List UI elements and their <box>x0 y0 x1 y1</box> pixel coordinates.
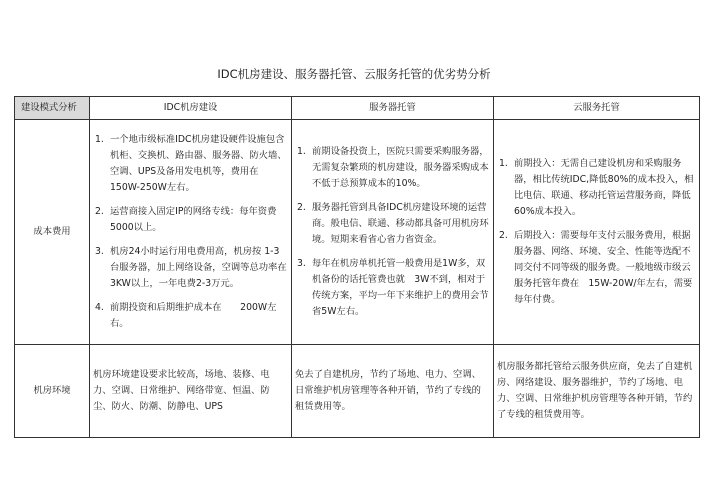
env-idc-cell <box>90 345 292 438</box>
list-item: 2. 服务器托管到具备IDC机房建设环境的运营商。般电信、联通、移动都具备可用机房环境。短期来看省心省力省资金。 <box>297 202 489 245</box>
header-hosting: 服务器托管 <box>292 97 494 120</box>
env-cloud-cell <box>494 345 700 438</box>
list-item: 3. 机房24小时运行用电费用高，机房按 1-3台服务器，加上网络设备，空调等总功率在3KW以上，一年电费2-3万元。 <box>95 246 287 289</box>
cost-idc-list <box>93 132 288 332</box>
table-row-cost <box>15 120 700 345</box>
list-item: 2. 运营商接入固定IP的网络专线：每年资费5000以上。 <box>95 206 277 233</box>
header-mode: 建设模式分析 <box>15 97 90 120</box>
row-label-environment: 机房环境 <box>15 345 90 438</box>
table-row-environment <box>15 345 700 438</box>
list-item: 4. 前期投资和后期维护成本在 200W左右。 <box>95 302 277 329</box>
document-title: IDC机房建设、服务器托管、云服务托管的优劣势分析 <box>217 67 491 81</box>
list-item: 2. 后期投入：需要每年支付云服务费用，根据服务器、网络、环境、安全、性能等选配不同交付不同等级的服务费。一般地级市级云服务托管年费在 15W-20W/年左右，需要每年付费。 <box>499 230 693 305</box>
env-hosting-cell <box>292 345 494 438</box>
list-item: 1. 一个地市级标准IDC机房建设硬件设施包含机柜、交换机、路由器、服务器、防火墙、空调、UPS及备用发电机等，费用在150W-250W左右。 <box>95 134 287 193</box>
env-hosting-text: 免去了自建机房，节约了场地、电力、空调、日常维护机房管理等各种开销，节约了专线的租赁费用等。 <box>295 369 481 412</box>
header-idc: IDC机房建设 <box>90 97 292 120</box>
cost-idc-cell <box>90 120 292 345</box>
cost-hosting-cell <box>292 120 494 345</box>
cost-hosting-list <box>295 144 490 320</box>
env-cloud-text: 机房服务都托管给云服务供应商，免去了自建机房、网络建设、服务器维护，节约了场地、电力、空调、日常维护机房管理等各种开销，节约了专线的租赁费用等。 <box>497 361 693 420</box>
cost-cloud-list <box>497 156 696 308</box>
header-cloud: 云服务托管 <box>494 97 700 120</box>
list-item: 3. 每年在机房单机托管一般费用是1W多，双机备份的话托管费也就 3W不到，相对于传统方案，平均一年下来维护上的费用会节省5W左右。 <box>297 258 489 317</box>
analysis-table <box>14 96 700 438</box>
env-idc-text: 机房环境建设要求比较高，场地、装修、电力、空调、日常维护、网络带宽、恒温、防尘、防火、防潮、防静电、UPS <box>93 369 270 412</box>
list-item: 1. 前期设备投资上，医院只需要采购服务器，无需复杂繁琐的机房建设，服务器采购成本不低于总预算成本的10%。 <box>297 146 489 189</box>
cost-cloud-cell <box>494 120 700 345</box>
list-item: 1. 前期投入：无需自己建设机房和采购服务器，相比传统IDC,降低80%的成本投入，相比电信、联通、移动托管运营服务商，降低60%成本投入。 <box>499 158 694 217</box>
row-label-cost: 成本费用 <box>15 120 90 345</box>
table-header-row <box>15 97 700 120</box>
